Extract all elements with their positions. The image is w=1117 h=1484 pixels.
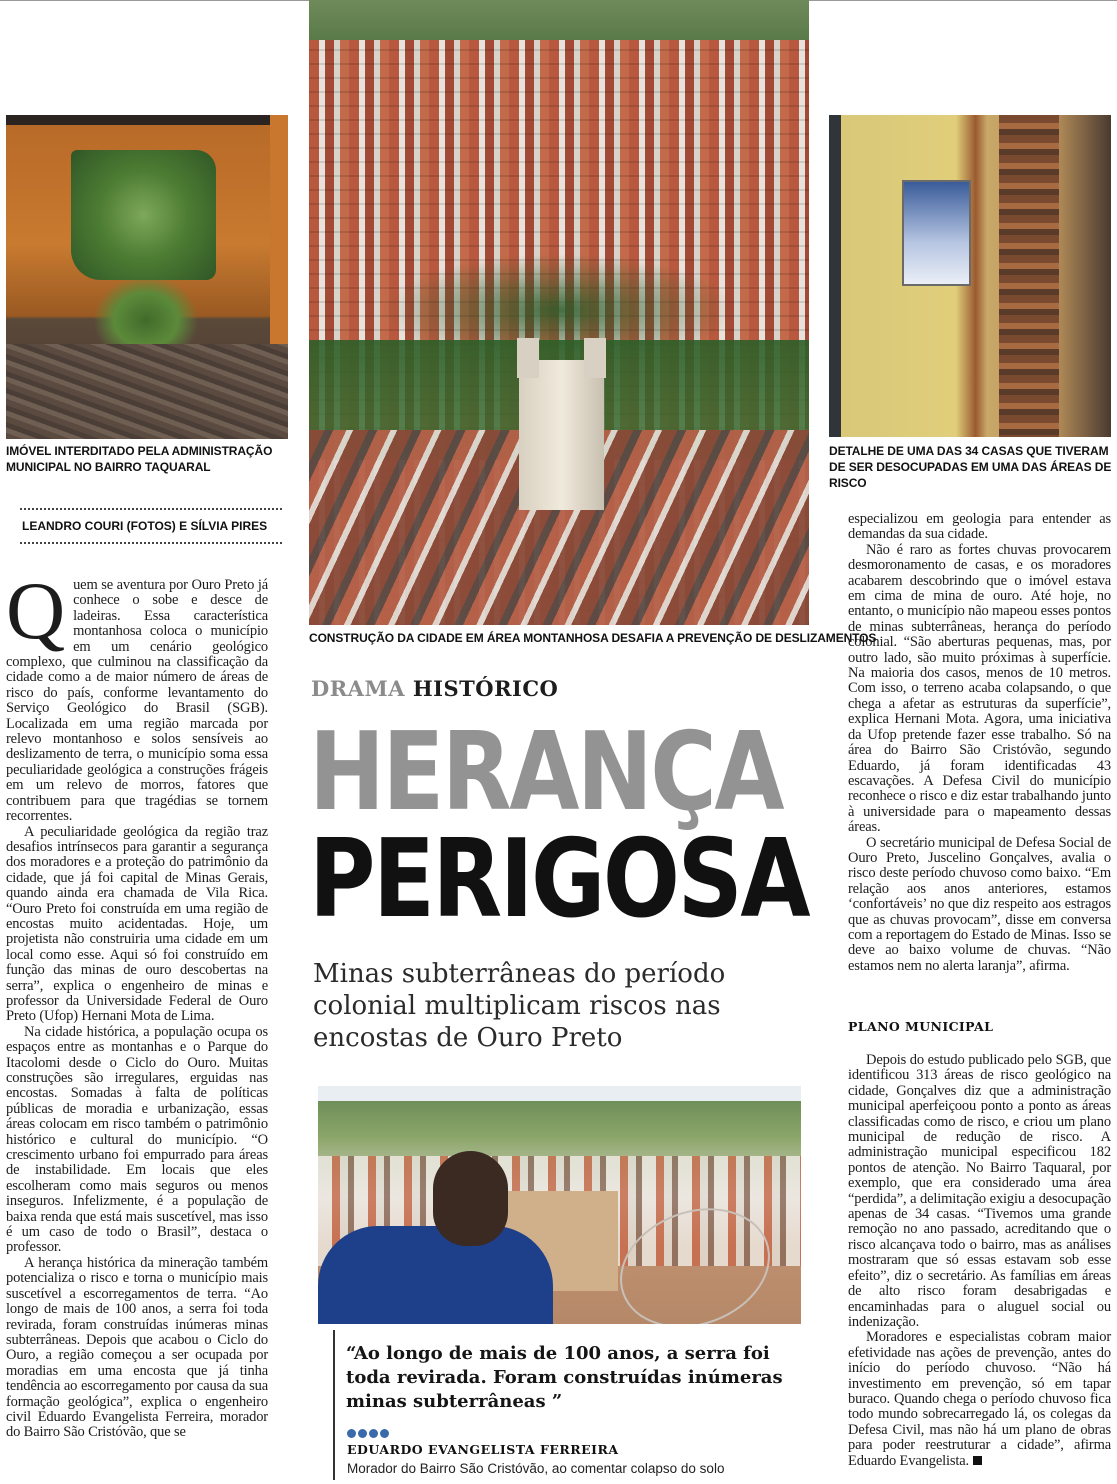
quote-author: EDUARDO EVANGELISTA FERREIRA [347,1442,619,1457]
section-heading: PLANO MUNICIPAL [848,1019,994,1034]
photo-interdicted-house [6,115,288,439]
dot-1 [347,1429,356,1438]
body-right-p4: Depois do estudo publicado pelo SGB, que identificou 313 áreas de risco geológico na cidade, Gonçalves diz que a administração municipal aperfeiçoou ponto a ponto as áreas classificadas como de risco, e criou um plano municipal de redução de risco. A administração municipal especificou 182 pontos de atenção. No Bairro Taquaral, por exemplo, que era considerado uma área “perdida”, a delimitação exigiu a desocupação apenas de 34 casas. “Tivemos uma grande remoção no ano passado, acreditando que o risco alcançava todo o bairro, mas as análises mostraram que só essas estavam sob esse efeito”, diz o secretário. As famílias em áreas de alto risco foram desabrigadas e encaminhadas para o aluguel social ou indenização. [848,1052,1111,1330]
end-of-article-mark [973,1456,982,1465]
right-photo-caption: DETALHE DE UMA DAS 34 CASAS QUE TIVERAM DE SER DESOCUPADAS EM UMA DAS ÁREAS DE RISCO [829,444,1112,490]
headline-line2: PERIGOSA [309,817,809,942]
man-head [433,1151,508,1246]
pull-quote: “Ao longo de mais de 100 anos, a serra foi toda revirada. Foram construídas inúmeras minas subterrâneas ” [346,1343,783,1412]
center-photo-caption: CONSTRUÇÃO DA CIDADE EM ÁREA MONTANHOSA DESAFIA A PREVENÇÃO DE DESLIZAMENTOS [309,631,877,645]
kicker [311,676,558,701]
drop-cap: Q [6,565,66,656]
body-left-p3: Na cidade histórica, a população ocupa os espaços entre as montanhas e o Parque do Itacolomi desde o Ciclo do Ouro. Muitas construções são irregulares, erguidas nas encostas. Somadas à falta de políticas públicas de moradia e urbanização, essas áreas colocam em risco também o patrimônio histórico e cultural do município. “O crescimento urbano foi empurrado para áreas de instabilidade. Em locais que eles escolheram como mais seguros ou menos inseguros. Infelizmente, é a população de baixa renda que está mais suscetível, mas isso é um caso de todo o Brasil”, destaca o professor. [6,1023,268,1256]
dot-3 [369,1429,378,1438]
religious-picture [902,180,971,286]
quote-dots [347,1425,391,1443]
body-right-p2: Não é raro as fortes chuvas provocarem desmoronamento de casas, e os moradores acabarem descobrindo que o imóvel estava em cima de mina de ouro. Até hoje, no entanto, o município não mapeou esses pontos de minas subterrâneas, herança do período colonial. “São aberturas pequenas, mas, por outro lado, são muito próximas à superfície. Na maioria dos casos, menos de 10 metros. Com isso, o terreno acaba colapsando, o que chega a afetar as estruturas da superfície”, explica Hernani Mota. Agora, uma iniciativa da Ufop pretende fazer esse trabalho. Só na área do Bairro São Cristóvão, segundo Eduardo, já foram identificadas 43 escavações. A Defesa Civil do município reconhece o risco e diz estar trabalhando junto à universidade para o mapeamento dessas áreas. [848,541,1111,836]
body-right-column-bottom [848,1053,1111,1469]
body-left-column [6,565,268,1441]
body-right-p5 [848,1330,1111,1469]
body-left-p4: A herança histórica da mineração também potencializa o risco e torna o município mais suscetível a escorregamentos de terra. “Ao longo de mais de 100 anos, a serra foi toda revirada, foram construídas inúmeras minas subterrâneas. Depois que acabou o Ciclo do Ouro, a região começou a ser ocupada por moradias em uma encosta que já tinha tendência ao escorregamento por causa da sua formação geológica”, explica o engenheiro civil Eduardo Evangelista Ferreira, morador do Bairro São Cristóvão, que se [6,1254,268,1441]
subtitle: Minas subterrâneas do período colonial multiplicam riscos nas encostas de Ouro Preto [313,959,726,1053]
body-right-p1: especializou em geologia para entender as demandas da sua cidade. [848,511,1111,543]
dot-2 [358,1429,367,1438]
left-photo-caption: IMÓVEL INTERDITADO PELA ADMINISTRAÇÃO MUNICIPAL NO BAIRRO TAQUARAL [6,444,273,474]
church [519,360,604,510]
hilltop [309,0,809,40]
photo-eduardo-evangelista [318,1086,801,1324]
photo-ouro-preto-city [309,0,809,625]
rubble-floor [6,344,288,439]
quote-bar [333,1330,335,1480]
credit-box [20,508,282,544]
man-shirt [318,1226,553,1324]
photo-house-detail [829,115,1111,437]
broken-wall [999,115,1059,437]
dot-4 [380,1429,389,1438]
kicker-drama: DRAMA [311,676,405,701]
quote-author-role: Morador do Bairro São Cristóvão, ao comentar colapso do solo [347,1461,725,1476]
headline-line1: HERANÇA [309,710,783,835]
body-left-p1-text: uem se aventura por Ouro Preto já conhece o sobe e desce de ladeiras. Essa característica montanhosa coloca o município em um cenário geológico complexo, que culminou na classificação da cidade como a de maior número de áreas de risco do país, conforme levantamento do Serviço Geológico do Brasil (SGB). Localizada em uma região marcada por relevo montanhoso e solos sensíveis ao deslizamento de terra, o município soma essa peculiaridade geológica a construções frágeis em um relevo de morros, fatores que contribuem para que tragédias se tornem recorrentes. [6,577,268,825]
kicker-historico: HISTÓRICO [412,676,559,701]
body-right-column-top [848,512,1111,974]
body-left-p2: A peculiaridade geológica da região traz desafios intrínsecos para garantir a segurança dos moradores e a proteção do patrimônio da cidade, que já foi capital de Minas Gerais, quando ainda era chamada de Vila Rica. “Ouro Preto foi construída em uma região de encostas muito acidentadas. Hoje, um projetista não construiria uma cidade em um local como esse. Aqui só foi construído em função das minas de ouro descobertas na serra”, explica o engenheiro de minas e professor da Universidade Federal de Ouro Preto (Ufop) Hernani Mota de Lima. [6,823,268,1025]
body-right-p5-text: Moradores e especialistas cobram maior efetividade nas ações de prevenção, antes do início do período chuvoso. “Não há investimento em prevenção, só em tapar buraco. Quando chega o período chuvoso fica todo mundo sobrecarregado lá, os colegas da Defesa Civil, mas não há um plano de obras para poder reestruturar a cidade”, afirma Eduardo Evangelista. [848,1329,1111,1469]
body-left-p1 [6,565,268,825]
body-right-p3: O secretário municipal de Defesa Social de Ouro Preto, Juscelino Gonçalves, avalia o risco deste período chuvoso como baixo. “Em relação aos anos anteriores, estamos ‘confortáveis’ no que diz respeito aos estragos que as chuvas provocam”, disse em conversa com a reportagem do Estado de Minas. Isso se deve ao baixo volume de chuvas. “Não estamos nem no alerta laranja”, afirma. [848,834,1111,974]
wall-hole [71,150,216,280]
credit-line: LEANDRO COURI (FOTOS) E SÍLVIA PIRES [22,519,268,533]
